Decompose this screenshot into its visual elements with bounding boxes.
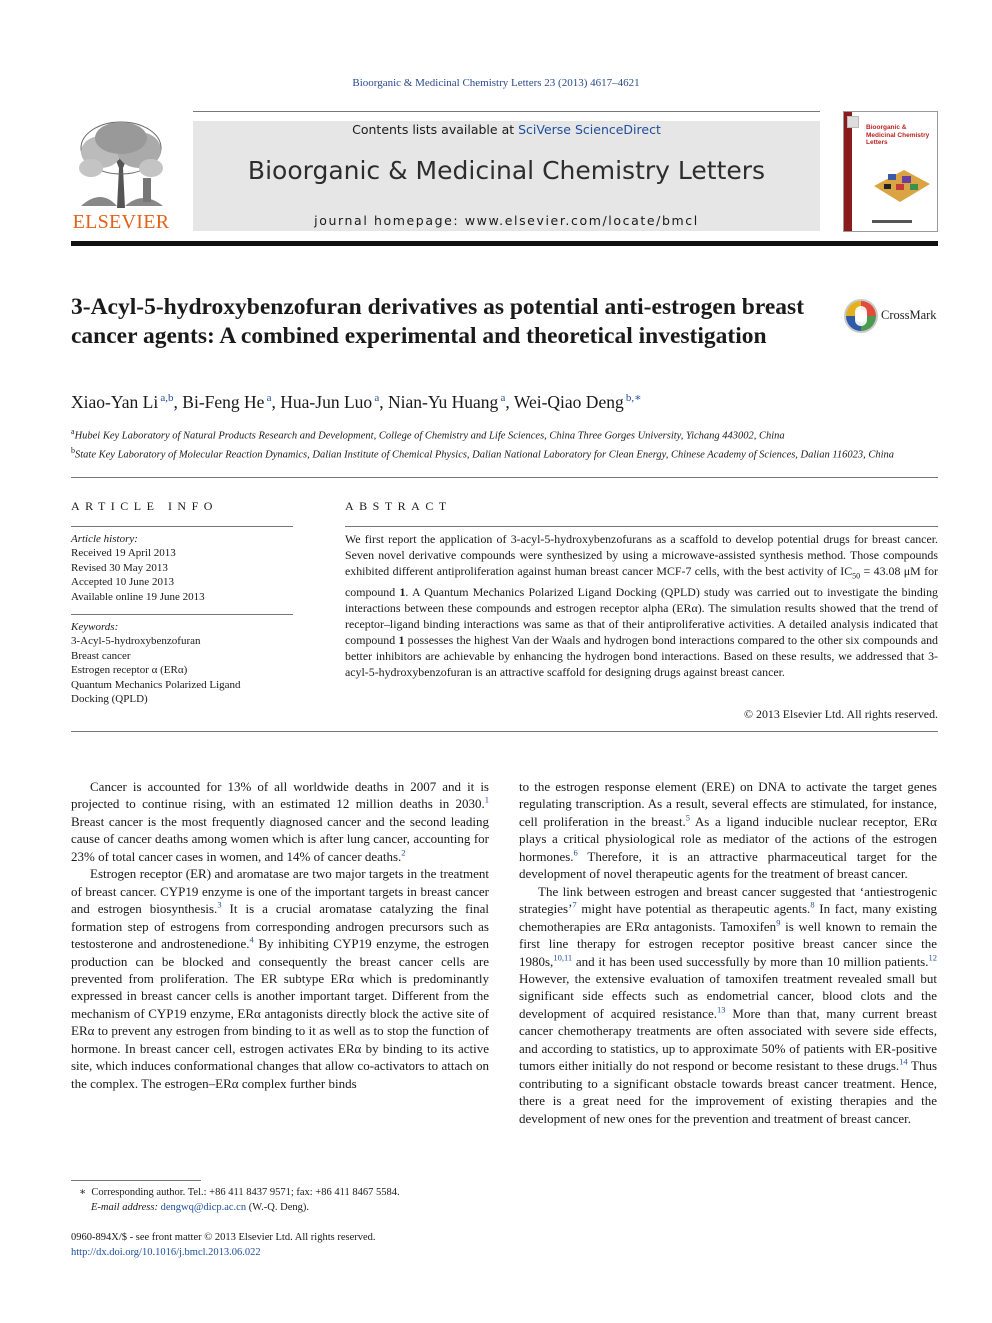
body-paragraph (71, 865, 489, 1092)
issn-block (71, 1231, 491, 1260)
abstract-seg: possesses the highest Van der Waals and hydrogen bond interactions compared to the other six compounds and better inhibitors are achievable by enhancing the hydrogen bond interactions. Based on these results, we addressed that 3-acyl-5-hydroxybenzofuran is an attractive scaffold for designing drugs against breast cancer. (345, 633, 939, 680)
crossmark-badge[interactable] (843, 298, 943, 334)
affiliation-b (71, 444, 938, 463)
keyword-item: 3-Acyl-5-hydroxybenzofuran (71, 635, 201, 648)
keyword-item: Estrogen receptor α (ERα) (71, 664, 188, 677)
author-name[interactable]: Bi-Feng He (182, 391, 265, 412)
author-name[interactable]: Wei-Qiao Deng (513, 391, 624, 412)
reference-link[interactable]: 9 (776, 917, 781, 928)
abstract-copyright: © 2013 Elsevier Ltd. All rights reserved. (744, 707, 938, 721)
cover-title: Bioorganic & Medicinal Chemistry Letters (866, 124, 930, 146)
crossmark-icon (843, 298, 879, 334)
paragraph-text: is well known to remain the first line therapy for estrogen receptor positive breast cancer since the 1980s, (519, 918, 937, 969)
reference-link[interactable]: 2 (401, 847, 406, 858)
contents-prefix: Contents lists available at (352, 122, 519, 137)
homepage-link[interactable]: www.elsevier.com/locate/bmcl (464, 213, 699, 228)
header-top-rule (193, 111, 820, 112)
doi-link[interactable]: http://dx.doi.org/10.1016/j.bmcl.2013.06.022 (71, 1246, 261, 1258)
affiliation-text: State Key Laboratory of Molecular Reaction Dynamics, Dalian Institute of Chemical Physics, Dalian National Laboratory for Clean Energy, Chinese Academy of Sciences, Dalian 116023, China (75, 449, 894, 461)
abstract-seg: = 43.08 μM for compound (345, 564, 938, 600)
corresponding-text: Corresponding author. Tel.: +86 411 8437 9571; fax: +86 411 8467 5584. (91, 1187, 400, 1198)
abstract-bottom-rule (71, 731, 938, 732)
history-item: Revised 30 May 2013 (71, 561, 168, 574)
elsevier-wordmark: ELSEVIER (72, 211, 170, 233)
corresponding-mark: ∗ (79, 1187, 87, 1198)
issn-line: 0960-894X/$ - see front matter © 2013 Elsevier Ltd. All rights reserved. (71, 1232, 376, 1243)
author-name[interactable]: Hua-Jun Luo (280, 391, 373, 412)
reference-link[interactable]: 3 (217, 899, 222, 910)
body-paragraph (519, 778, 937, 883)
abstract-compound: 1 (398, 633, 405, 648)
article-info-heading: ARTICLE INFO (71, 499, 218, 513)
abstract-heading: ABSTRACT (345, 499, 452, 513)
author-name[interactable]: Nian-Yu Huang (387, 391, 499, 412)
cover-logo-icon (847, 116, 859, 128)
title-bottom-rule (71, 477, 938, 478)
email-link[interactable]: dengwq@dicp.ac.cn (160, 1201, 247, 1213)
reference-link[interactable]: 7 (572, 899, 577, 910)
affiliation-mark: a (71, 427, 75, 436)
email-label: E-mail address: (91, 1201, 161, 1213)
paragraph-text: and it has been used successfully by more than 10 million patients. (572, 953, 929, 969)
reference-link[interactable]: 10,11 (553, 952, 573, 963)
abstract-subscript: 50 (852, 571, 861, 581)
homepage-prefix: journal homepage: (314, 213, 465, 228)
keywords-label: Keywords: (71, 621, 119, 634)
journal-cover-image[interactable] (843, 111, 938, 232)
author-list: Xiao-Yan Li $^{a,b}$, Bi-Feng He $^a$, Hua-Jun Luo $^a$, Nian-Yu Huang $^a$, Wei-Qiao Deng $^{b,∗}$ (71, 391, 642, 412)
cover-artwork-icon (870, 156, 932, 208)
corresponding-footnote (71, 1186, 491, 1215)
paragraph-text: Therefore, it is an attractive pharmaceutical target for the development of novel therapeutic agents for the treatment of breast cancer. (519, 848, 937, 882)
paragraph-text: Breast cancer is the most frequently diagnosed cancer and the second leading cause of cancer deaths among women which is after lung cancer, accounting for 23% of total cancer cases in women, and 14% of cancer deaths. (71, 813, 489, 864)
paragraph-text: By inhibiting CYP19 enzyme, the estrogen production can be blocked and consequently the breast cancer cells are prevented from proliferation. The ER subtype ERα which is predominantly expressed in breast cancer cells is another important target. Different from the mechanism of CYP19 enzyme, ERα antagonists directly block the active site of ERα to prevent any estrogen from binding to it as well as to stop the function of hormone. In breast cancer cell, estrogen activates ERα by binding to its active site, which induces conformational changes that allow co-activators to attach on the complex. The estrogen–ERα complex further binds (71, 936, 489, 1091)
author-affiliation-mark[interactable]: a (372, 392, 380, 404)
history-item: Available online 19 June 2013 (71, 590, 205, 603)
body-paragraph (71, 778, 489, 865)
author-affiliation-mark[interactable]: b,∗ (623, 392, 642, 404)
body-column-right (519, 778, 937, 1127)
paragraph-text: to the estrogen response element (ERE) on DNA to activate the target genes regulating transcription. As a result, several effects are stimulated, for instance, cell proliferation in the breast. (519, 779, 937, 829)
history-item: Received 19 April 2013 (71, 547, 176, 560)
keywords-rule (71, 614, 293, 615)
affiliation-text: Hubei Key Laboratory of Natural Products Research and Development, College of Chemistry and Life Sciences, China Three Gorges University, Yichang 443002, China (74, 430, 785, 442)
affiliation-a (71, 425, 938, 444)
abstract-seg: We first report the application of 3-acyl-5-hydroxybenzofurans as a scaffold to develop potential drugs for breast cancer. Seven novel derivative compounds were synthesized by using a microwave-assisted synthesis method. Those compounds exhibited different antiproliferation against human breast cancer MCF-7 cells, with the best activity of IC (345, 532, 938, 578)
history-item: Accepted 10 June 2013 (71, 576, 174, 589)
body-column-left (71, 778, 489, 1092)
author-affiliation-mark[interactable]: a,b (158, 392, 174, 404)
abstract-text (345, 531, 938, 680)
author-affiliation-mark[interactable]: a (264, 392, 272, 404)
paragraph-text: might have potential as therapeutic agents. (576, 901, 811, 917)
paragraph-text: More than that, many current breast cancer chemotherapy treatments are often associated with severe side effects, and according to statistics, up to approximate 50% of patients with ER-positive tumors either initially do not respond or become resistant to these drugs. (519, 1005, 938, 1074)
crossmark-label: CrossMark (881, 308, 937, 322)
article-title: 3-Acyl-5-hydroxybenzofuran derivatives as potential anti-estrogen breast cancer agents: A combined experimental and theoretical investigation (71, 294, 805, 349)
body-paragraph (519, 883, 937, 1127)
paragraph-text: In fact, many existing chemotherapies are ERα antagonists. Tamoxifen (519, 901, 937, 934)
sciencedirect-link[interactable]: SciVerse ScienceDirect (518, 122, 661, 137)
article-info-rule (71, 526, 293, 527)
paragraph-text: Thus contributing to a significant obstacle towards breast cancer treatment. Hence, there is a great need for the improvement of existing therapies and the development of new ones for the prevention and treatment of breast cancer. (519, 1058, 937, 1126)
keyword-item: Breast cancer (71, 649, 131, 662)
reference-link[interactable]: 8 (810, 899, 815, 910)
reference-link[interactable]: 6 (573, 847, 578, 858)
reference-link[interactable]: 5 (685, 812, 690, 823)
article-info (71, 532, 293, 706)
journal-title: Bioorganic & Medicinal Chemistry Letters (247, 156, 766, 185)
paragraph-text: The link between estrogen and breast cancer suggested that ‘antiestrogenic strategies’ (519, 883, 937, 917)
paragraph-text: Estrogen receptor (ER) and aromatase are two major targets in the treatment of breast cancer. CYP19 enzyme is one of the important targets in breast cancer and estrogen biosynthesis. (71, 866, 489, 917)
abstract-seg: . A Quantum Mechanics Polarized Ligand Docking (QPLD) study was carried out to investigate the binding interactions between these compounds and estrogen receptor alpha (ERα). The simulation results showed that the trend of receptor–ligand binding interactions was same as that of their antiproliferative activities. A detailed analysis indicated that compound (345, 585, 939, 648)
author-affiliation-mark[interactable]: a (498, 392, 506, 404)
paragraph-text: It is a crucial aromatase catalyzing the final formation step of estrogens from corresponding androgen precursors such as testosterone and androstenedione. (71, 901, 489, 952)
cover-spine-band (844, 112, 852, 231)
journal-homepage (193, 213, 820, 228)
paragraph-text: Cancer is accounted for 13% of all worldwide deaths in 2007 and it is projected to continue rising, with an estimated 12 million deaths in 2030. (71, 779, 489, 812)
footnote-rule (71, 1180, 201, 1181)
contents-line (193, 122, 820, 137)
paragraph-text: As a ligand inducible nuclear receptor, ERα plays a critical physiological role as mediator of the actions of the estrogen hormones. (519, 813, 937, 864)
paragraph-text: However, the extensive evaluation of tamoxifen treatment revealed small but significant side effects such as endometrial cancer, blood clots and the development of acquired resistance. (519, 970, 937, 1021)
affiliation-mark: b (71, 446, 75, 455)
author-name[interactable]: Xiao-Yan Li (71, 391, 159, 412)
reference-link[interactable]: 14 (899, 1056, 908, 1067)
reference-link[interactable]: 4 (249, 934, 254, 945)
affiliations (71, 425, 938, 463)
header-bottom-rule (71, 241, 938, 246)
reference-link[interactable]: 13 (716, 1004, 726, 1015)
journal-citation[interactable]: Bioorganic & Medicinal Chemistry Letters 23 (2013) 4617–4621 (352, 77, 640, 89)
keyword-item: Docking (QPLD) (71, 693, 148, 706)
reference-link[interactable]: 1 (484, 795, 489, 806)
email-suffix: (W.-Q. Deng). (246, 1201, 309, 1213)
history-label: Article history: (71, 533, 138, 545)
abstract-compound: 1 (399, 585, 406, 600)
abstract-rule (345, 526, 938, 527)
cover-footer-bar (872, 220, 912, 223)
keyword-item: Quantum Mechanics Polarized Ligand (71, 678, 241, 691)
reference-link[interactable]: 12 (928, 952, 937, 963)
